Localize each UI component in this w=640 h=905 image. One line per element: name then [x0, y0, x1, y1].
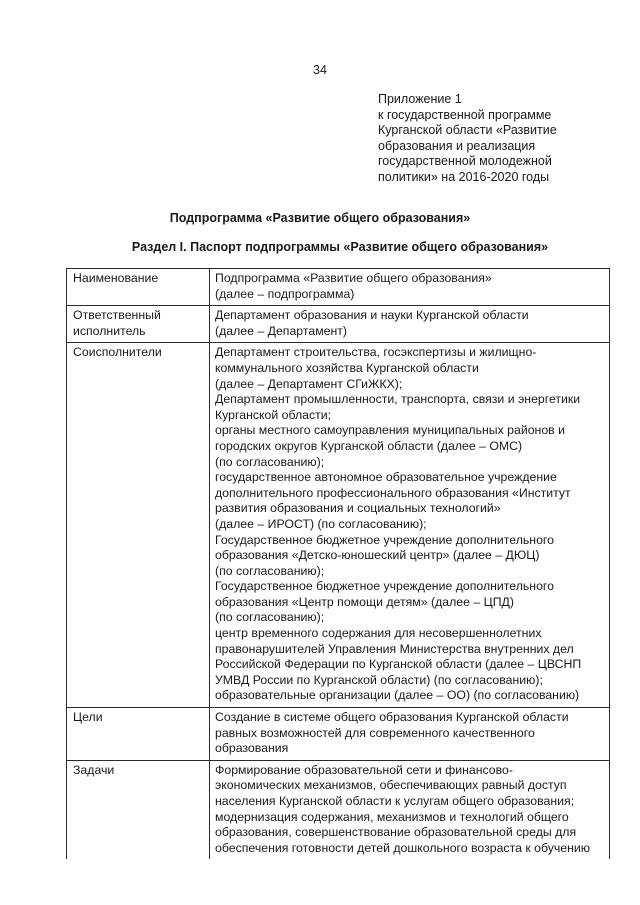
value-line: Государственное бюджетное учреждение дополнительного	[215, 579, 554, 594]
value-line: городских округов Курганской области (далее – ОМС)	[215, 438, 523, 453]
value-line: равных возможностей для современного качественного	[215, 725, 535, 740]
value-line: Подпрограмма «Развитие общего образования»	[215, 271, 492, 285]
value-line: правонарушителей Управления Министерства внутренних дел	[215, 641, 574, 656]
value-line: обеспечения готовности детей дошкольного возраста к обучению	[215, 840, 591, 855]
value-line: дополнительного профессионального образования «Институт	[215, 485, 571, 500]
value-line: образовательные организации (далее – ОО) (по согласованию)	[215, 688, 580, 703]
passport-table	[66, 268, 610, 859]
page-number: 34	[313, 63, 327, 77]
label-line: исполнитель	[73, 323, 146, 338]
value-line: Государственное бюджетное учреждение дополнительного	[215, 532, 554, 547]
passport-row-value	[210, 269, 610, 306]
value-line: Департамент строительства, госэкспертизы и жилищно-	[215, 345, 537, 360]
value-line: образования, совершенствование образовательной среды для	[215, 825, 577, 840]
passport-row-label	[67, 708, 210, 761]
value-line: экономических механизмов, обеспечивающих равный доступ	[215, 778, 567, 793]
value-line: (по согласованию);	[215, 454, 325, 469]
appendix-line: политики» на 2016-2020 годы	[378, 169, 550, 184]
passport-row-label	[67, 269, 210, 306]
value-line: (далее – подпрограмма)	[215, 286, 355, 301]
appendix-line: образования и реализация	[378, 138, 536, 153]
passport-row	[67, 306, 610, 343]
value-line: центр временного содержания для несовершеннолетних	[215, 626, 542, 641]
value-line: (далее – Департамент СГиЖКХ);	[215, 376, 403, 391]
value-line: Создание в системе общего образования Курганской области	[215, 710, 569, 725]
subprogram-title: Подпрограмма «Развитие общего образования»	[169, 211, 471, 225]
value-line: Российской Федерации по Курганской области (далее – ЦВСНП	[215, 657, 582, 672]
passport-row-value	[210, 343, 610, 708]
label-line: Наименование	[73, 271, 159, 285]
value-line: (по согласованию);	[215, 563, 325, 578]
value-line: модернизация содержания, механизмов и технологий общего	[215, 809, 569, 824]
label-line: Задачи	[73, 762, 115, 777]
appendix-note	[378, 92, 608, 185]
value-line: Департамент образования и науки Курганской области	[215, 308, 529, 323]
value-line: (далее – Департамент)	[215, 323, 348, 338]
passport-row-label	[67, 760, 210, 859]
appendix-line: Приложение 1	[378, 92, 462, 106]
value-line: образования	[215, 741, 289, 756]
value-line: населения Курганской области к услугам общего образования;	[215, 794, 575, 808]
value-line: органы местного самоуправления муниципальных районов и	[215, 423, 565, 438]
appendix-line: государственной молодежной	[378, 154, 552, 168]
passport-row	[67, 760, 610, 859]
label-line: Соисполнители	[73, 345, 162, 360]
passport-row	[67, 269, 610, 306]
passport-row-value	[210, 306, 610, 343]
label-line: Ответственный	[73, 308, 161, 323]
value-line: Формирование образовательной сети и финансово-	[215, 762, 513, 777]
value-line: Курганской области;	[215, 407, 332, 422]
value-line: (по согласованию);	[215, 610, 325, 625]
appendix-line: Курганской области «Развитие	[378, 123, 557, 137]
passport-row-value	[210, 708, 610, 761]
section-title: Раздел I. Паспорт подпрограммы «Развитие общего образования»	[131, 240, 549, 254]
value-line: развития образования и социальных технологий»	[215, 501, 501, 516]
passport-row	[67, 708, 610, 761]
passport-row-label	[67, 306, 210, 343]
value-line: Департамент промышленности, транспорта, связи и энергетики	[215, 392, 581, 407]
appendix-line: к государственной программе	[378, 107, 552, 122]
label-line: Цели	[73, 710, 103, 725]
value-line: коммунального хозяйства Курганской области	[215, 360, 479, 375]
value-line: (далее – ИРОСТ) (по согласованию);	[215, 516, 427, 531]
passport-table-body	[67, 269, 610, 860]
value-line: образования «Детско-юношеский центр» (далее – ДЮЦ)	[215, 548, 540, 563]
value-line: УМВД России по Курганской области) (по согласованию);	[215, 672, 543, 687]
passport-row-label	[67, 343, 210, 708]
passport-row	[67, 343, 610, 708]
value-line: образования «Центр помощи детям» (далее – ЦПД)	[215, 594, 514, 609]
value-line: государственное автономное образовательное учреждение	[215, 470, 557, 485]
passport-row-value	[210, 760, 610, 859]
